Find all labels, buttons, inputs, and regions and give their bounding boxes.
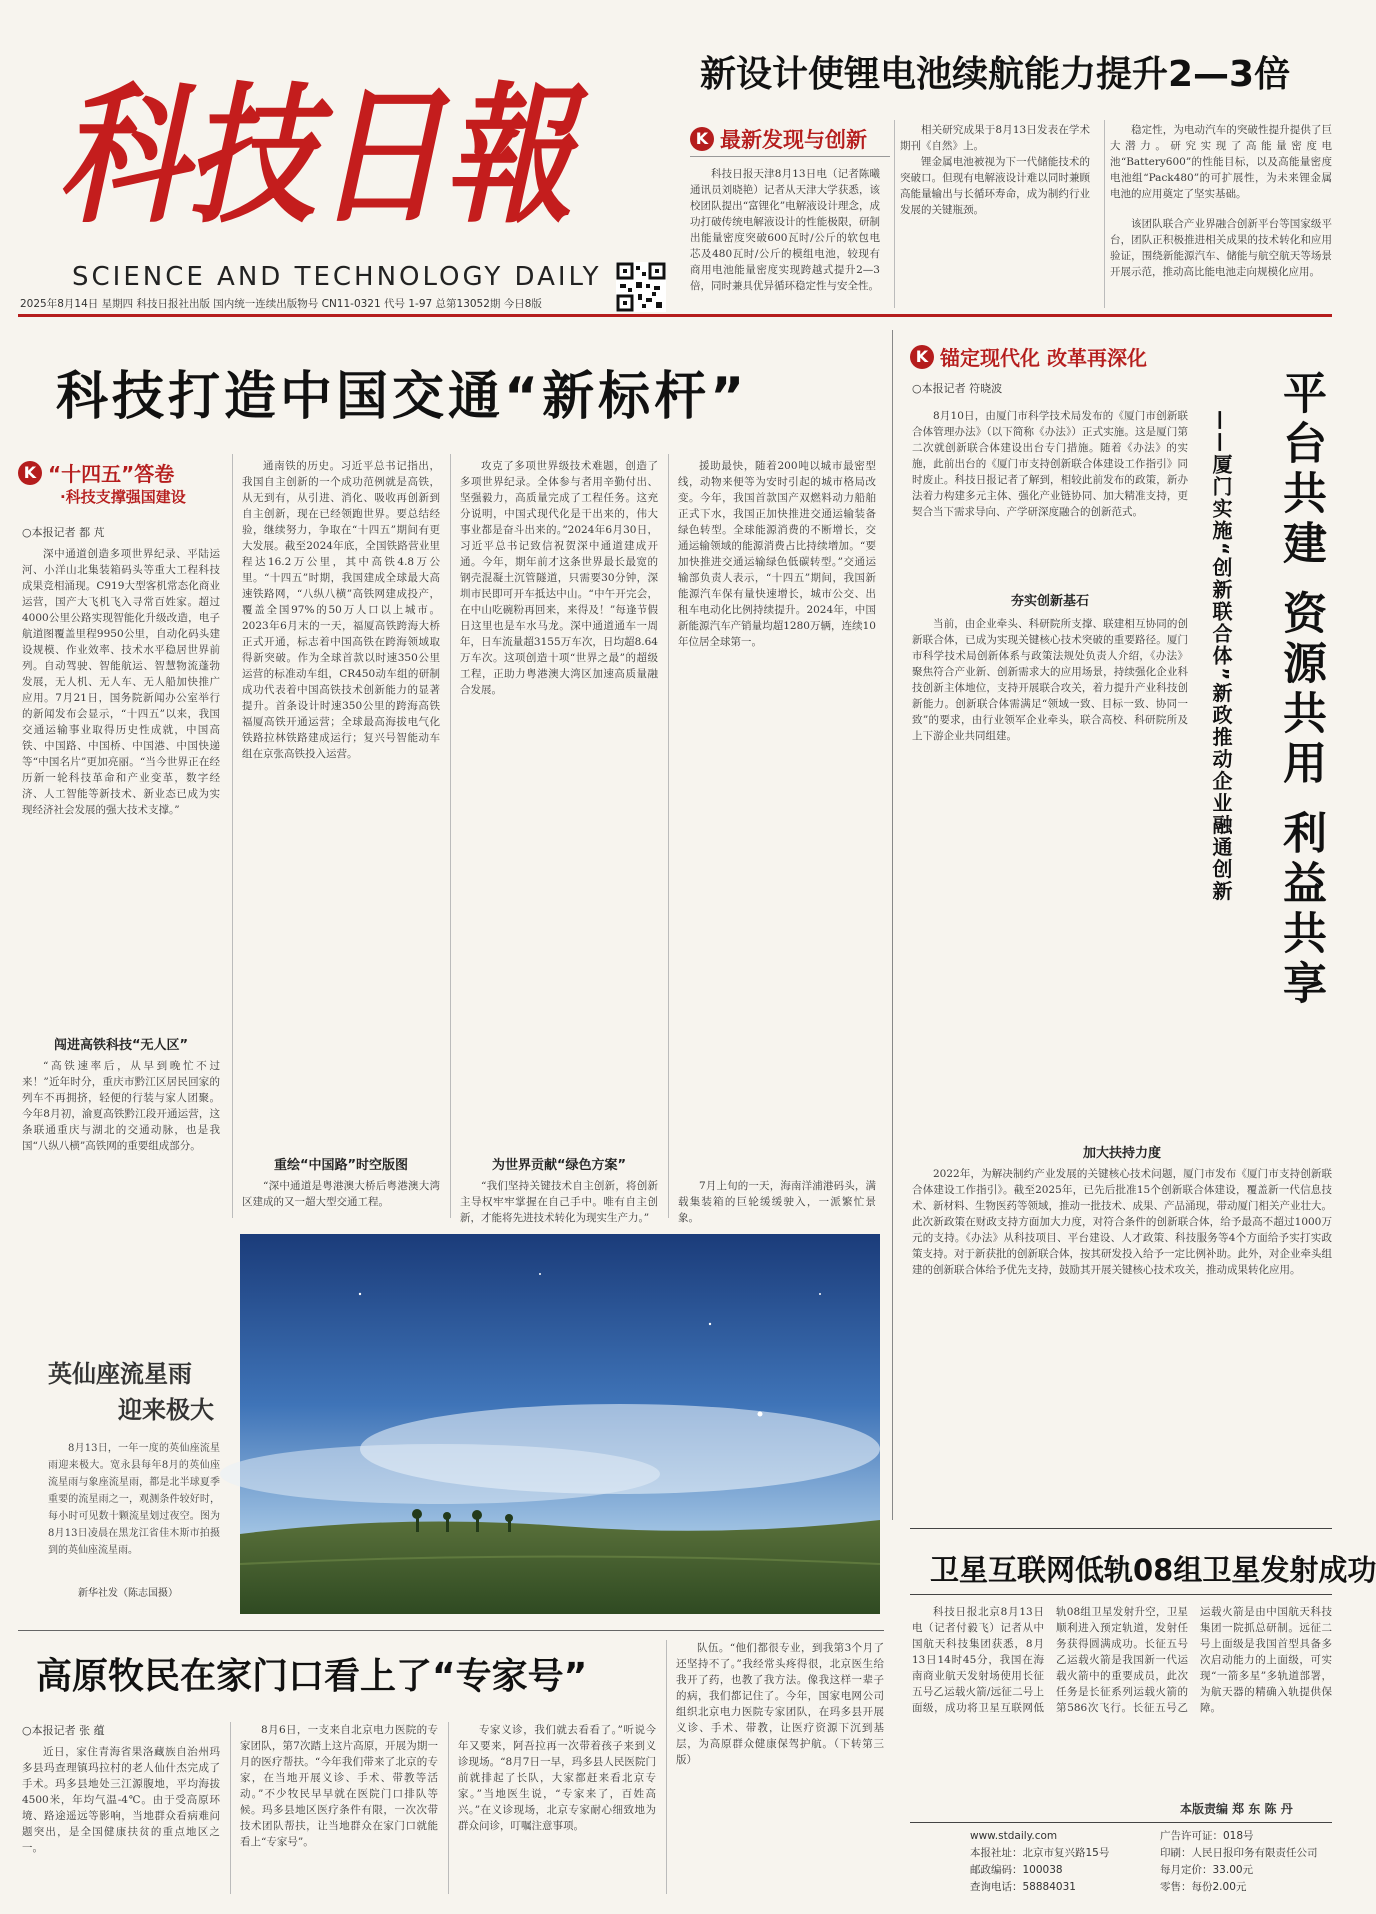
- masthead-title-en: SCIENCE AND TECHNOLOGY DAILY: [72, 262, 602, 292]
- qr-code-icon: [616, 262, 666, 312]
- k-badge-icon: K: [18, 461, 42, 485]
- top-story-col3a: 稳定性，为电动汽车的突破性提升提供了巨大潜力。研究实现了高能量密度电池“Battery600”的性能目标，以及高能量密度电池组“Pack480”的可扩展性，为未来锂金属电池的应用奠定了坚实基础。: [1110, 124, 1332, 200]
- satellite-text: 科技日报北京8月13日电（记者付毅飞）记者从中国航天科技集团获悉，8月13日14时45分，我国在海南商业航天发射场使用长征五号乙运载火箭/远征二号上面级，成功将卫星互联网低轨08组卫星发射升空，卫星顺利进入预定轨道，发射任务获得圆满成功。长征五号乙运载火箭是我国新一代运载火箭中的重要成员，此次任务是长征系列运载火箭的第586次飞行。长征五号乙运载火箭是由中国航天科技集团一院抓总研制。远征二号上面级是我国首型具备多次启动能力的上面级，可实现“一箭多星”多轨道部署，为航天器的精确入轨提供保障。: [912, 1606, 1332, 1714]
- footer-license: 广告许可证：018号: [1160, 1830, 1254, 1842]
- bottom-story-col1: 近日，家住青海省果洛藏族自治州玛多县玛查理镇玛拉村的老人仙什杰完成了手术。玛多县地处三江源腹地，平均海拔4500米，年均气温-4℃。由于受高原环境、路途遥远等影响，当地群众看病难问题突出，是全国健康扶贫的重点地区之一。: [22, 1746, 220, 1854]
- main-story-section-tag: [18, 458, 174, 487]
- section-rule: [892, 330, 893, 1520]
- footer-printer: 印刷：人民日报印务有限责任公司: [1160, 1847, 1318, 1859]
- footer-price-month: 每月定价：33.00元: [1160, 1864, 1254, 1876]
- right-story-title-3: 利益共享: [1275, 810, 1326, 1010]
- footer-phone: 查询电话：58884031: [970, 1881, 1076, 1893]
- column-rule: [894, 120, 895, 308]
- meteor-photo: [240, 1234, 880, 1614]
- footer-rule: [910, 1822, 1332, 1823]
- top-story-section-label: 最新发现与创新: [720, 128, 867, 152]
- bottom-story-headline: 高原牧民在家门口看上了“专家号”: [36, 1656, 588, 1697]
- footer-left: [970, 1828, 1109, 1896]
- masthead-logo: [58, 18, 590, 258]
- right-story-p3: 2022年，为解决制约产业发展的关键核心技术问题，厦门市发布《厦门市支持创新联合体建设工作指引》。截至2025年，已先后批准15个创新联合体建设，覆盖新一代信息技术、新材料、生物医药等领域，推动一批技术、成果、产品涌现，带动厦门相关产业壮大。此次新政策在财政支持方面加大力度，对符合条件的创新联合体，给予最高不超过1000万元的支持。《办法》从科技项目、平台建设、人才政策、科技服务等4个方面给予实打实政策支持。对于新获批的创新联合体，按其研发投入给予一定比例补助。此外，对企业牵头组建的创新联合体给予优先支持，鼓励其开展关键核心技术攻关，推动成果转化应用。: [912, 1168, 1332, 1276]
- bottom-story-col3: 专家义诊，我们就去看看了。”听说今年又要来，阿吾拉再一次带着孩子来到义诊现场。“8月7日一早，玛多县人民医院门前就排起了长队，大家都赶来看北京专家。”当地医生说，“专家来了，百姓高兴。”在义诊现场，北京专家耐心细致地为群众问诊，叮嘱注意事项。: [458, 1724, 656, 1832]
- main-story-col4b: 7月上旬的一天，海南洋浦港码头，满载集装箱的巨轮缓缓驶入，一派繁忙景象。: [678, 1180, 876, 1224]
- main-story-subhead-2: 重绘“中国路”时空版图: [273, 1158, 409, 1173]
- main-story-col1: 深中通道创造多项世界纪录、平陆运河、小洋山北集装箱码头等重大工程科技成果竞相涌现。C919大型客机常态化商业运营，国产大飞机飞入寻常百姓家。超过4000公里公路实现智能化升级改造，电子航道图覆盖里程9950公里，自动化码头建设规模、作业效率、技术水平稳居世界前列。自动驾驶、智能航运、智慧物流蓬勃发展，无人机、无人车、无人船加快推广应用。7月21日，国务院新闻办公室举行的新闻发布会显示，“十四五”以来，我国交通运输事业取得历史性成就，中国高铁、中国路、中国桥、中国港、中国快递等“中国名片”更加亮丽。“当今世界正在经历新一轮科技革命和产业变革，数字经济、人工智能等新技术、新业态已成为实现经济社会发展的强大技术支撑。”: [22, 548, 220, 816]
- main-story-col3: 攻克了多项世界级技术难题，创造了多项世界纪录。全体参与者用辛勤付出、坚强毅力，高质量完成了工程任务。这充分说明，中国式现代化是干出来的，伟大事业都是奋斗出来的。”2024年6月30日，习近平总书记致信祝贺深中通道建成开通。今年，期年前才这条世界最长最宽的钢壳混凝土沉管隧道，只需要30分钟，深圳市民即可开车抵达中山。“中午开完会，在中山吃碗粉再回来，来得及！”每逢节假日这里也是车水马龙。深中通道通车一周年，日车流量超3155万车次，日均超8.64万车次。这项创造十项“世界之最”的超级工程，正助力粤港澳大湾区加速高质量融合发展。: [460, 460, 658, 696]
- meteor-title-line1: 英仙座流星雨: [48, 1360, 192, 1388]
- top-story-section-tag: [690, 124, 867, 154]
- top-story-col3b: 该团队联合产业界融合创新平台等国家级平台，团队正积极推进相关成果的技术转化和应用验证，围绕新能源汽车、储能与航空航天等场景开展示范，推动高比能电池走向规模化应用。: [1110, 218, 1332, 278]
- main-story-col3b: “我们坚持关键技术自主创新，将创新主导权牢牢掌握在自己手中。唯有自主创新，才能将先进技术转化为现实生产力。”: [460, 1180, 658, 1224]
- top-story-col1: 科技日报天津8月13日电（记者陈曦 通讯员刘晓艳）记者从天津大学获悉，该校团队提出“富锂化”电解液设计理念，成功打破传统电解液设计的性能极限，研制出能量密度突破600瓦时/公斤的软包电芯及480瓦时/公斤的模组电池，较现有商用电池能量密度实现跨越式提升2—3倍，同时兼具优异循环稳定性与安全性。: [690, 168, 880, 292]
- column-rule: [668, 454, 669, 1218]
- main-story-subhead-3: 为世界贡献“绿色方案”: [491, 1158, 627, 1173]
- main-story-col1b: “高铁速率后，从早到晚忙不过来！”近年时分，重庆市黔江区居民回家的列车不再拥挤，轻便的行装与家人团聚。今年8月初，渝夏高铁黔江段开通运营，这条联通重庆与湖北的交通动脉，也是我国“八纵八横”高铁网的重要组成部分。: [22, 1060, 220, 1152]
- k-badge-icon: K: [910, 345, 934, 369]
- main-story-col4: 援助最快，随着200吨以城市最密型线，动物来便等为安时引起的城市格局改变。今年，我国首款国产双燃料动力船舶正式下水，我国正加快推进交通运输装备绿色转型。全球能源消费的不断增长，交通运输领域的能源消费占比持续增加。“要加快推进交通运输绿色低碳转型。”交通运输部负责人表示，“十四五”期间，我国新能源汽车保有量快速增长，城市公交、出租车电动化比例持续提升。2024年，中国新能源汽车产销量均超1280万辆，连续10年位居全球第一。: [678, 460, 876, 648]
- main-story-headline: 科技打造中国交通“新标杆”: [56, 367, 749, 427]
- footer-postcode: 邮政编码：100038: [970, 1864, 1063, 1876]
- right-story-p1: 8月10日，由厦门市科学技术局发布的《厦门市创新联合体管理办法》（以下简称《办法》）正式实施。这是厦门第二次就创新联合体建设出台专门措施。随着《办法》的实施，此前出台的《厦门市支持创新联合体建设工作指引》同时废止。科技日报记者了解到，相较此前发布的政策，新办法着力构建多元主体、强化产业链协同、加大精准支持，更契合当下需求导向、产学研深度融合的创新范式。: [912, 410, 1188, 518]
- right-story-subhead-1: 夯实创新基石: [1010, 594, 1089, 609]
- right-story-title-line: 平台共建: [1275, 370, 1326, 570]
- dateline: 2025年8月14日 星期四 科技日报社出版 国内统一连续出版物号 CN11-0321 代号 1-97 总第13052期 今日8版: [20, 298, 542, 310]
- right-story-title-2: 资源共用: [1275, 590, 1326, 790]
- top-story-headline: 新设计使锂电池续航能力提升2—3倍: [700, 54, 1291, 95]
- right-story-section-tag: [910, 342, 1147, 371]
- bottom-story-col4: 队伍。“他们都很专业，到我第3个月了还坚持不了。”我经常头疼得很，北京医生给我开了药，也教了我方法。像我这样一辈子的病，我们都记住了。今年，国家电网公司组织北京电力医院专家团队，在玛多县开展义诊、手术、带教，让医疗资源下沉到基层，为高原群众健康保驾护航。（下转第三版）: [676, 1642, 884, 1766]
- top-story-tag-rule: [690, 156, 890, 157]
- meteor-credit: 新华社发（陈志国摄）: [78, 1588, 178, 1599]
- main-story-section-label: “十四五”答卷: [48, 462, 175, 486]
- right-story-section-label: 锚定现代化 改革再深化: [940, 346, 1147, 370]
- meteor-caption: 8月13日，一年一度的英仙座流星雨迎来极大。宽永县每年8月的英仙座流星雨与象座流星雨，都是北半球夏季重要的流星雨之一，观测条件较好时，每小时可见数十颗流星划过夜空。图为8月13日凌晨在黑龙江省佳木斯市拍摄到的英仙座流星雨。: [48, 1443, 220, 1556]
- main-story-byline: ○本报记者 都 芃: [22, 526, 105, 539]
- main-story-col2: 通南铁的历史。习近平总书记指出，我国自主创新的一个成功范例就是高铁，从无到有，从引进、消化、吸收再创新到自主创新，现在已经领跑世界。要总结经验，继续努力，争取在“十四五”期间有更大发展。截至2024年底，全国铁路营业里程达16.2万公里，其中高铁4.8万公里。“十四五”时期，我国建成全球最大高速铁路网，“八纵八横”高铁网建成投产，覆盖全国97%的50万人口以上城市。2023年6月末的一天，福厦高铁跨海大桥正式开通，标志着中国高铁在跨海领域取得新突破。作为全球首款以时速350公里运营的标准动车组，CR450动车组的研制成功代表着中国高铁技术创新能力的显著提升。首条设计时速350公里的跨海高铁福厦高铁开通运营；全球最高海拔电气化铁路拉林铁路建成运行；复兴号智能动车组在京张高铁投入运营。: [242, 460, 440, 760]
- column-rule: [666, 1640, 667, 1894]
- right-story-byline: ○本报记者 符晓波: [912, 382, 1003, 395]
- bottom-story-rule: [18, 1630, 884, 1631]
- footer-price-single: 零售：每份2.00元: [1160, 1881, 1247, 1893]
- masthead-divider: [18, 314, 1332, 317]
- footer-website[interactable]: www.stdaily.com: [970, 1830, 1058, 1842]
- k-badge-icon: K: [690, 127, 714, 151]
- footer-address: 本报社址：北京市复兴路15号: [970, 1847, 1110, 1859]
- bottom-story-col2: 8月6日，一支来自北京电力医院的专家团队，第7次踏上这片高原，开展为期一月的医疗帮扶。“今年我们带来了北京的专家，在当地开展义诊、手术、带教等活动。”不少牧民早早就在医院门口排队等候。玛多县地区医疗条件有限，一次次带技术团队帮扶，让当地群众在家门口就能看上“专家号”。: [240, 1724, 438, 1848]
- satellite-bottom-rule: [910, 1594, 1332, 1595]
- column-rule: [232, 454, 233, 1218]
- main-story-col2b: “深中通道是粤港澳大桥后粤港澳大湾区建成的又一超大型交通工程。: [242, 1180, 440, 1208]
- bottom-story-byline: ○本报记者 张 蕴: [22, 1724, 105, 1737]
- masthead-title-cn: 科技日報: [58, 68, 590, 244]
- top-story-col2a: 相关研究成果于8月13日发表在学术期刊《自然》上。: [900, 124, 1090, 152]
- column-rule: [448, 1722, 449, 1894]
- main-story-subhead-1: 闯进高铁科技“无人区”: [53, 1038, 189, 1053]
- column-rule: [1104, 120, 1105, 308]
- page-editors: 本版责编 郑 东 陈 丹: [1180, 1802, 1293, 1816]
- right-story-subhead-2: 加大扶持力度: [1082, 1146, 1161, 1161]
- column-rule: [230, 1722, 231, 1894]
- satellite-headline: 卫星互联网低轨08组卫星发射成功: [930, 1553, 1376, 1587]
- meteor-title-line2: 迎来极大: [118, 1396, 214, 1424]
- right-story-p2: 当前，由企业牵头、科研院所支撑、联建相互协同的创新联合体，已成为实现关键核心技术突破的重要路径。厦门市科学技术局创新体系与政策法规处负责人介绍，《办法》聚焦符合产业新、创新需求大的应用场景，持续强化企业科技创新主体地位，支持开展联合攻关，着力提升产业科技创新能力。创新联合体需满足“领域一致、目标一致、协同一致”的要求，由行业领军企业牵头，联合高校、科研院所及上下游企业共同组建。: [912, 618, 1188, 742]
- satellite-top-rule: [910, 1528, 1332, 1529]
- column-rule: [450, 454, 451, 1218]
- right-story-subtitle: ——厦门实施“创新联合体”新政推动企业融通创新: [1209, 410, 1233, 903]
- footer-right: [1160, 1828, 1318, 1896]
- main-story-section-sub: ·科技支撑强国建设: [60, 488, 186, 506]
- top-story-col2b: 锂金属电池被视为下一代储能技术的突破口。但现有电解液设计难以同时兼顾高能量输出与长循环寿命，成为制约行业发展的关键瓶颈。: [900, 156, 1090, 216]
